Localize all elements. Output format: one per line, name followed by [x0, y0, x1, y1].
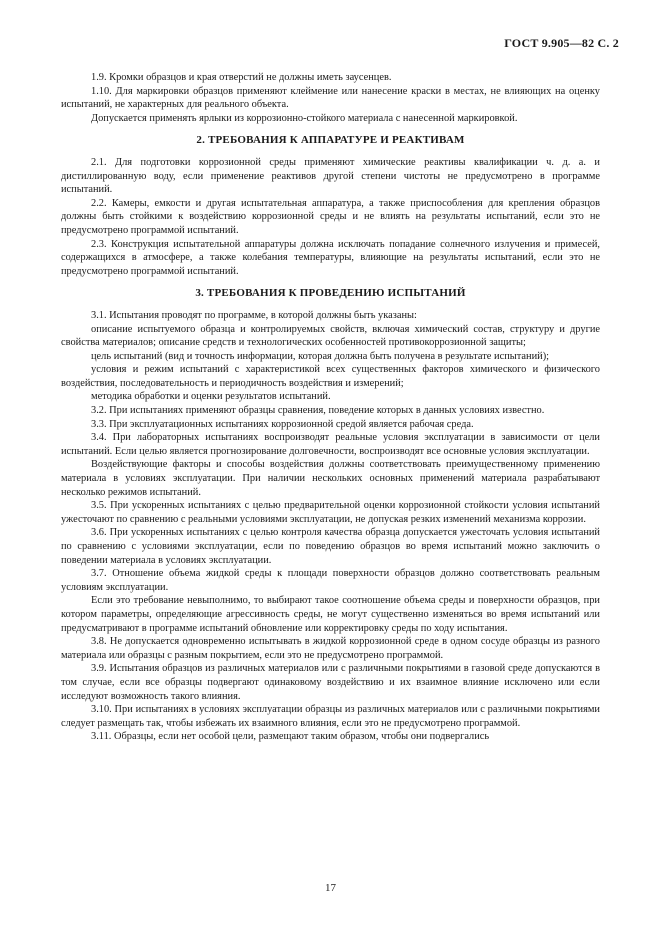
document-body: [61, 71, 600, 744]
page-number: 17: [325, 882, 336, 894]
paragraph: 3.2. При испытаниях применяют образцы сравнения, поведение которых в данных условиях известно.: [91, 405, 545, 417]
paragraph: 3.6. При ускоренных испытаниях с целью контроля качества образца допускается ужесточать условия испытаний по сравнению с условиями эксплуатации, если по поведению образцов во время испытаний можно заключить о поведении материала в условиях эксплуатации.: [61, 527, 600, 566]
paragraph: 3.3. При эксплуатационных испытаниях коррозионной средой является рабочая среда.: [91, 418, 474, 430]
paragraph: описание испытуемого образца и контролируемых свойств, включая химический состав, структуру и другие свойства материалов; описание средств и технологических особенностей противокоррозионной защиты;: [61, 323, 600, 349]
paragraph: методика обработки и оценки результатов испытаний.: [91, 391, 331, 403]
paragraph: 3.10. При испытаниях в условиях эксплуатации образцы из различных материалов или с различными покрытиями следует размещать так, чтобы избежать их взаимного влияния, если это не предусмотрено программой.: [61, 704, 600, 729]
paragraph: Если это требование невыполнимо, то выбирают такое соотношение объема среды и поверхности образцов, при котором параметры, определяющие агрессивность среды, не могут существенно изменяться во время испытаний или предусматривают в программе испытаний обновление или корректировку среды по ходу испытания.: [61, 595, 600, 634]
section-heading: 2. ТРЕБОВАНИЯ К АППАРАТУРЕ И РЕАКТИВАМ: [196, 134, 465, 147]
paragraph: 2.3. Конструкция испытательной аппаратуры должна исключать попадание солнечного излучения и примесей, содержащихся в атмосфере, а также колебания температуры, влияющие на результаты испытаний, если это не предусмотрено программой испытаний.: [61, 238, 600, 277]
paragraph: 3.1. Испытания проводят по программе, в которой должны быть указаны:: [91, 309, 417, 321]
paragraph: 1.9. Кромки образцов и края отверстий не должны иметь заусенцев.: [91, 72, 392, 83]
page-header: ГОСТ 9.905—82 С. 2: [504, 36, 619, 50]
paragraph: 3.9. Испытания образцов из различных материалов или с различными покрытиями в газовой среде допускаются в том случае, если все образцы подвергают одинаковому воздействию и их взаимное влияние исключено или если исследуют возможность такого влияния.: [61, 663, 600, 702]
section-heading: 3. ТРЕБОВАНИЯ К ПРОВЕДЕНИЮ ИСПЫТАНИЙ: [195, 287, 466, 300]
paragraph: условия и режим испытаний с характеристикой всех существенных факторов химического и физического воздействия, последовательность и периодичность воздействия и измерений;: [61, 364, 600, 389]
paragraph: цель испытаний (вид и точность информации, которая должна быть получена в результате испытаний);: [91, 350, 550, 362]
paragraph: 3.11. Образцы, если нет особой цели, размещают таким образом, чтобы они подвергались: [91, 731, 490, 743]
paragraph: Допускается применять ярлыки из коррозионно-стойкого материала с нанесенной маркировкой.: [91, 112, 518, 124]
paragraph: 2.1. Для подготовки коррозионной среды применяют химические реактивы квалификации ч. д. а. и дистиллированную воду, если применение реактивов другой степени чистоты не предусмотрено в программе испытаний.: [61, 156, 600, 196]
paragraph: Воздействующие факторы и способы воздействия должны соответствовать преимущественному применению материала в условиях эксплуатации. При наличии нескольких основных применений материала разрабатывают несколько режимов испытаний.: [61, 459, 600, 498]
paragraph: 3.8. Не допускается одновременно испытывать в жидкой коррозионной среде в одном сосуде образцы из разного материала или образцы с разным покрытием, если это не предусмотрено программой.: [61, 636, 600, 661]
paragraph: 3.5. При ускоренных испытаниях с целью предварительной оценки коррозионной стойкости условия испытаний ужесточают по сравнению с реальными условиями эксплуатации, не допуская резких изменений механизма коррозии.: [61, 500, 600, 525]
paragraph: 3.7. Отношение объема жидкой среды к площади поверхности образцов должно соответствовать реальным условиям эксплуатации.: [61, 568, 600, 593]
paragraph: 1.10. Для маркировки образцов применяют клеймение или нанесение краски в местах, не влияющих на оценку испытаний, не характерных для реального объекта.: [61, 85, 600, 111]
paragraph: 3.4. При лабораторных испытаниях воспроизводят реальные условия эксплуатации в зависимости от цели испытаний. Если целью является прогнозирование долговечности, воспроизводят все основные условия эксплуатации.: [61, 432, 600, 457]
paragraph: 2.2. Камеры, емкости и другая испытательная аппаратура, а также приспособления для крепления образцов должны быть стойкими к воздействию коррозионной среды и не влиять на результаты испытаний, если это не предусмотрено программой испытаний.: [61, 197, 600, 236]
